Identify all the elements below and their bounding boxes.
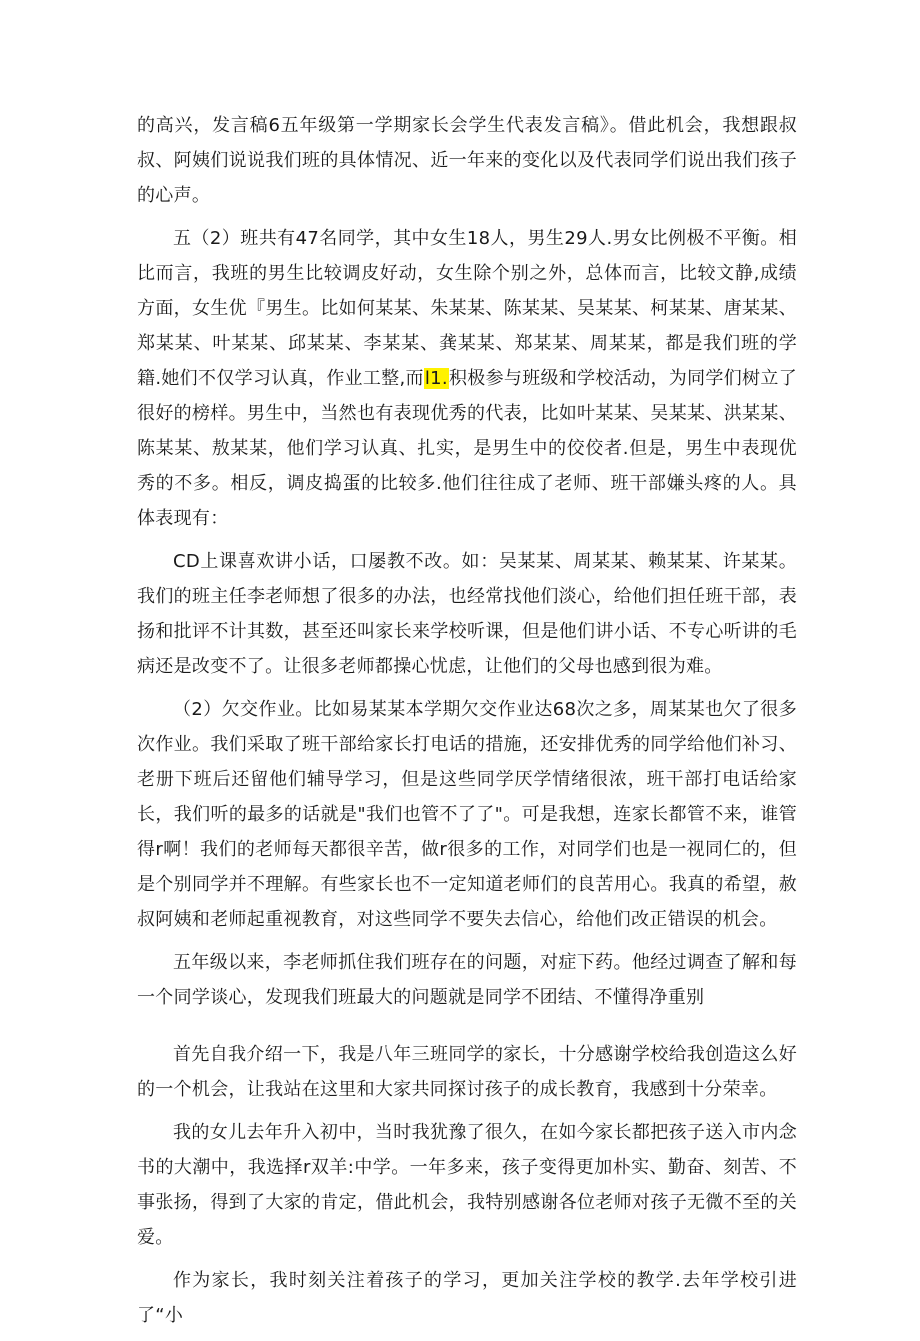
paragraph-1 — [137, 108, 797, 213]
paragraph-8-text: 作为家长，我时刻关注着孩子的学习，更加关注学校的教学.去年学校引进了“小 — [137, 1270, 797, 1326]
paragraph-1-text: 的高兴，发言稿6五年级第一学期家长会学生代表发言稿》。借此机会，我想跟叔叔、阿姨们说说我们班的具体情况、近一年来的变化以及代表同学们说出我们孩子的心声。 — [137, 115, 797, 206]
paragraph-4-text: （2）欠交作业。比如易某某本学期欠交作业达68次之多，周某某也欠了很多次作业。我们采取了班干部给家长打电话的措施，还安排优秀的同学给他们补习、老册下班后还留他们辅导学习，但是这些同学厌学情绪很浓，班干部打电话给家长，我们听的最多的话就是"我们也管不了了"。可是我想，连家长都管不来，谁管得r啊！我们的老师每天都很辛苦，做r很多的工作，对同学们也是一视同仁的，但是个别同学并不理解。有些家长也不一定知道老师们的良苦用心。我真的希望，赦叔阿姨和老师起重视教育，对这些同学不要失去信心，给他们改正错误的机会。 — [137, 699, 797, 930]
paragraph-6-text: 首先自我介绍一下，我是八年三班同学的家长，十分感谢学校给我创造这么好的一个机会，让我站在这里和大家共同探讨孩子的成长教育，我感到十分荣幸。 — [137, 1044, 797, 1100]
paragraph-7-text: 我的女儿去年升入初中，当时我犹豫了很久，在如今家长都把孩子送入市内念书的大潮中，我选择r双羊:中学。一年多来，孩子变得更加朴实、勤奋、刻苦、不事张扬，得到了大家的肯定，借此机会，我特别感谢各位老师对孩子无微不至的关爱。 — [137, 1122, 797, 1248]
paragraph-7 — [137, 1115, 797, 1255]
paragraph-4 — [137, 692, 797, 937]
paragraph-2 — [137, 221, 797, 536]
highlighted-text: l1. — [424, 368, 448, 389]
paragraph-6 — [137, 1037, 797, 1107]
paragraph-5-text: 五年级以来，李老师抓住我们班存在的问题，对症下药。他经过调查了解和每一个同学谈心，发现我们班最大的问题就是同学不团结、不懂得净重别 — [137, 952, 797, 1008]
paragraph-3 — [137, 544, 797, 684]
paragraph-2-text-after: 积极参与班级和学校活动，为同学们树立了很好的榜样。男生中，当然也有表现优秀的代表，比如叶某某、吴某某、洪某某、陈某某、敖某某，他们学习认真、扎实，是男生中的佼佼者.但是，男生中表现优秀的不多。相反，调皮捣蛋的比较多.他们往往成了老师、班干部嫌头疼的人。具体表现有： — [137, 368, 797, 529]
paragraph-8 — [137, 1263, 797, 1333]
document-body — [137, 108, 797, 1341]
paragraph-3-text: CD上课喜欢讲小话，口屡教不改。如：吴某某、周某某、赖某某、许某某。我们的班主任李老师想了很多的办法，也经常找他们淡心，给他们担任班干部，表扬和批评不计其数，甚至还叫家长来学校听课，但是他们讲小话、不专心听讲的毛病还是改变不了。让很多老师都操心忧虑，让他们的父母也感到很为难。 — [137, 551, 797, 677]
paragraph-2-text: 五（2）班共有47名同学，其中女生18人，男生29人.男女比例极不平衡。相比而言，我班的男生比较调皮好动，女生除个别之外，总体而言，比较文静,成绩方面，女生优『男生。比如何某某、朱某某、陈某某、吴某某、柯某某、唐某某、郑某某、叶某某、邱某某、李某某、龚某某、郑某某、周某某，都是我们班的学籍.她们不仅学习认真，作业工整,而 — [137, 228, 797, 389]
paragraph-5 — [137, 945, 797, 1015]
